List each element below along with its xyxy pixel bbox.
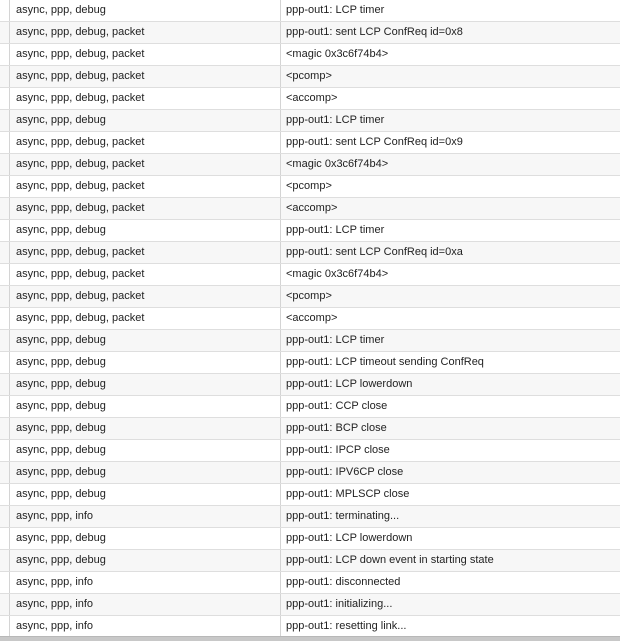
row-marker-cell <box>0 286 10 307</box>
row-marker-cell <box>0 374 10 395</box>
topics-cell: async, ppp, info <box>10 506 281 527</box>
row-marker-cell <box>0 528 10 549</box>
row-marker-cell <box>0 88 10 109</box>
message-cell: <pcomp> <box>286 180 332 192</box>
topics-cell: async, ppp, debug <box>10 330 281 351</box>
log-row[interactable] <box>0 352 620 374</box>
log-row[interactable] <box>0 330 620 352</box>
log-row[interactable] <box>0 484 620 506</box>
row-marker-cell <box>0 44 10 65</box>
row-marker-cell <box>0 264 10 285</box>
log-row[interactable] <box>0 462 620 484</box>
row-marker-cell <box>0 550 10 571</box>
message-cell: ppp-out1: terminating... <box>286 510 400 522</box>
row-marker-cell <box>0 396 10 417</box>
row-marker-cell <box>0 352 10 373</box>
message-cell: <pcomp> <box>286 70 332 82</box>
log-row[interactable] <box>0 110 620 132</box>
topics-cell: async, ppp, debug <box>10 550 281 571</box>
log-row[interactable] <box>0 264 620 286</box>
message-cell: ppp-out1: disconnected <box>286 576 401 588</box>
message-cell: ppp-out1: LCP lowerdown <box>286 532 413 544</box>
log-row[interactable] <box>0 198 620 220</box>
topics-cell: async, ppp, debug <box>10 220 281 241</box>
row-marker-cell <box>0 176 10 197</box>
log-row[interactable] <box>0 88 620 110</box>
log-row[interactable] <box>0 594 620 616</box>
message-cell: ppp-out1: LCP down event in starting state <box>286 554 494 566</box>
log-row[interactable] <box>0 396 620 418</box>
log-row[interactable] <box>0 66 620 88</box>
topics-cell: async, ppp, debug <box>10 352 281 373</box>
message-cell: ppp-out1: LCP timer <box>286 334 385 346</box>
topics-cell: async, ppp, debug <box>10 374 281 395</box>
row-marker-cell <box>0 594 10 615</box>
row-marker-cell <box>0 0 10 21</box>
message-cell: ppp-out1: resetting link... <box>286 620 407 632</box>
row-marker-cell <box>0 132 10 153</box>
row-marker-cell <box>0 22 10 43</box>
topics-cell: async, ppp, debug <box>10 484 281 505</box>
log-row[interactable] <box>0 616 620 638</box>
message-cell: <pcomp> <box>286 290 332 302</box>
horizontal-scrollbar[interactable] <box>0 636 620 641</box>
row-marker-cell <box>0 484 10 505</box>
message-cell: <magic 0x3c6f74b4> <box>286 268 389 280</box>
topics-cell: async, ppp, debug <box>10 418 281 439</box>
log-row[interactable] <box>0 550 620 572</box>
message-cell: ppp-out1: initializing... <box>286 598 393 610</box>
row-marker-cell <box>0 506 10 527</box>
topics-cell: async, ppp, debug, packet <box>10 308 281 329</box>
row-marker-cell <box>0 440 10 461</box>
topics-cell: async, ppp, debug, packet <box>10 132 281 153</box>
log-row[interactable] <box>0 242 620 264</box>
topics-cell: async, ppp, debug, packet <box>10 66 281 87</box>
row-marker-cell <box>0 572 10 593</box>
message-cell: ppp-out1: LCP timer <box>286 224 385 236</box>
message-cell: <accomp> <box>286 92 338 104</box>
message-cell: <magic 0x3c6f74b4> <box>286 158 389 170</box>
message-cell: ppp-out1: sent LCP ConfReq id=0x8 <box>286 26 463 38</box>
row-marker-cell <box>0 418 10 439</box>
topics-cell: async, ppp, debug <box>10 396 281 417</box>
topics-cell: async, ppp, info <box>10 594 281 615</box>
log-row[interactable] <box>0 22 620 44</box>
topics-cell: async, ppp, debug, packet <box>10 22 281 43</box>
topics-cell: async, ppp, debug, packet <box>10 154 281 175</box>
topics-cell: async, ppp, debug <box>10 528 281 549</box>
row-marker-cell <box>0 220 10 241</box>
log-row[interactable] <box>0 0 620 22</box>
log-row[interactable] <box>0 176 620 198</box>
row-marker-cell <box>0 242 10 263</box>
topics-cell: async, ppp, debug, packet <box>10 242 281 263</box>
log-row[interactable] <box>0 154 620 176</box>
log-row[interactable] <box>0 528 620 550</box>
row-marker-cell <box>0 462 10 483</box>
topics-cell: async, ppp, debug <box>10 110 281 131</box>
log-row[interactable] <box>0 132 620 154</box>
topics-cell: async, ppp, debug, packet <box>10 198 281 219</box>
message-cell: ppp-out1: LCP timer <box>286 4 385 16</box>
topics-cell: async, ppp, info <box>10 572 281 593</box>
message-cell: ppp-out1: IPV6CP close <box>286 466 404 478</box>
log-row[interactable] <box>0 572 620 594</box>
message-cell: <accomp> <box>286 202 338 214</box>
log-row[interactable] <box>0 418 620 440</box>
topics-cell: async, ppp, info <box>10 616 281 637</box>
log-row[interactable] <box>0 44 620 66</box>
message-cell: ppp-out1: LCP lowerdown <box>286 378 413 390</box>
row-marker-cell <box>0 198 10 219</box>
row-marker-cell <box>0 616 10 637</box>
topics-cell: async, ppp, debug <box>10 440 281 461</box>
message-cell: ppp-out1: BCP close <box>286 422 387 434</box>
row-marker-cell <box>0 330 10 351</box>
log-row[interactable] <box>0 220 620 242</box>
topics-cell: async, ppp, debug, packet <box>10 44 281 65</box>
log-row[interactable] <box>0 440 620 462</box>
topics-cell: async, ppp, debug, packet <box>10 176 281 197</box>
message-cell: ppp-out1: MPLSCP close <box>286 488 410 500</box>
topics-cell: async, ppp, debug <box>10 462 281 483</box>
message-cell: ppp-out1: IPCP close <box>286 444 390 456</box>
row-marker-cell <box>0 66 10 87</box>
row-marker-cell <box>0 154 10 175</box>
row-marker-cell <box>0 308 10 329</box>
row-marker-cell <box>0 110 10 131</box>
log-row[interactable] <box>0 286 620 308</box>
message-cell: ppp-out1: CCP close <box>286 400 388 412</box>
log-row[interactable] <box>0 506 620 528</box>
log-row[interactable] <box>0 374 620 396</box>
topics-cell: async, ppp, debug, packet <box>10 264 281 285</box>
topics-cell: async, ppp, debug <box>10 0 281 21</box>
log-row[interactable] <box>0 308 620 330</box>
message-cell: ppp-out1: sent LCP ConfReq id=0xa <box>286 246 463 258</box>
message-cell: <magic 0x3c6f74b4> <box>286 48 389 60</box>
message-cell: ppp-out1: sent LCP ConfReq id=0x9 <box>286 136 463 148</box>
topics-cell: async, ppp, debug, packet <box>10 286 281 307</box>
message-cell: <accomp> <box>286 312 338 324</box>
message-cell: ppp-out1: LCP timer <box>286 114 385 126</box>
message-cell: ppp-out1: LCP timeout sending ConfReq <box>286 356 484 368</box>
topics-cell: async, ppp, debug, packet <box>10 88 281 109</box>
